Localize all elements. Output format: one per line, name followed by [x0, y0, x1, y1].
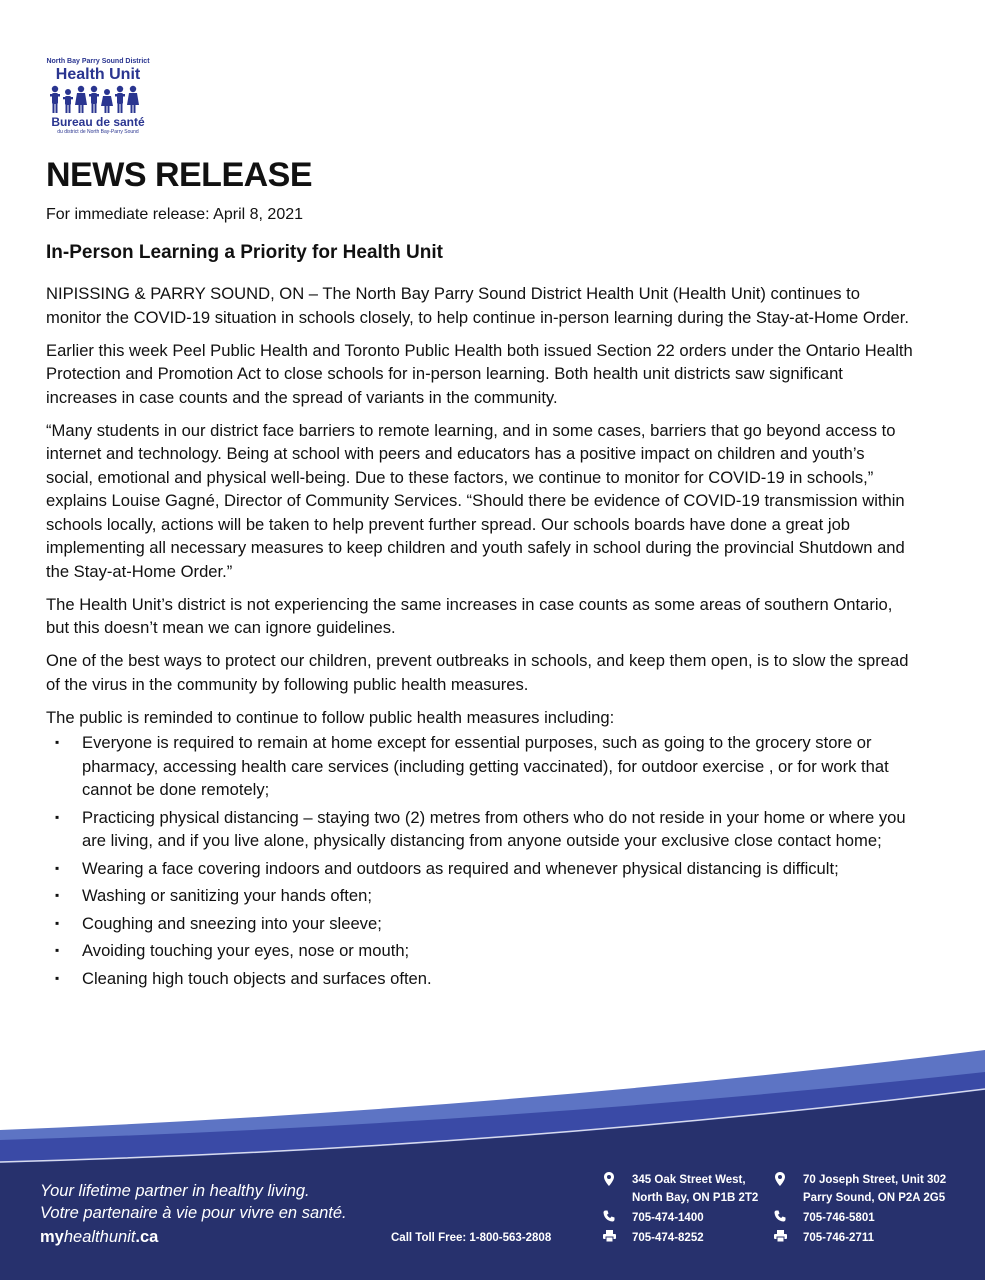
list-item: [46, 967, 916, 991]
health-unit-logo: [46, 57, 150, 135]
toll-free-number: Call Toll Free: 1-800-563-2808: [391, 1232, 552, 1244]
map-pin-icon: [773, 1172, 787, 1186]
list-item-text: Practicing physical distancing – staying two (2) metres from others who do not reside in your home or where you are living, and if you live alone, physically distancing from anyone outside your exclusive close contact home;: [82, 807, 906, 850]
logo-fr-name: Bureau de santé: [51, 115, 145, 129]
website-prefix: my: [40, 1228, 64, 1246]
tagline-fr: Votre partenaire à vie pour vivre en santé.: [40, 1204, 347, 1222]
list-item-text: Washing or sanitizing your hands often;: [82, 886, 372, 905]
website-suffix: .ca: [135, 1228, 159, 1246]
north-bay-phone-number: 705-474-1400: [632, 1212, 704, 1224]
measures-list: [46, 731, 916, 990]
list-item-text: Everyone is required to remain at home except for essential purposes, such as going to the grocery store or pharmacy, accessing health care services (including getting vaccinated), for outdoor exercise , or for work that cannot be done remotely;: [82, 733, 889, 799]
parry-sound-address-line2: Parry Sound, ON P2A 2G5: [803, 1192, 946, 1204]
fax-icon: [773, 1230, 787, 1244]
parry-sound-phone: [773, 1209, 946, 1227]
list-item: [46, 731, 916, 802]
list-item-text: Avoiding touching your eyes, nose or mouth;: [82, 941, 410, 960]
map-pin-icon: [602, 1172, 616, 1186]
footer-tagline: [40, 1180, 347, 1224]
logo-org-name: Health Unit: [55, 66, 141, 83]
north-bay-address-line1: 345 Oak Street West,: [632, 1174, 746, 1186]
list-item: [46, 939, 916, 963]
parry-sound-address-line1: 70 Joseph Street, Unit 302: [803, 1174, 947, 1186]
release-dateline: For immediate release: April 8, 2021: [46, 206, 304, 223]
tagline-en: Your lifetime partner in healthy living.: [40, 1182, 310, 1200]
parry-sound-fax: [773, 1229, 946, 1247]
website-link[interactable]: [40, 1228, 158, 1247]
logo-org-small: North Bay Parry Sound District: [46, 58, 150, 65]
north-bay-fax: [602, 1229, 758, 1247]
north-bay-fax-number: 705-474-8252: [632, 1232, 704, 1244]
parry-sound-address: [773, 1171, 946, 1207]
paragraph: Earlier this week Peel Public Health and Toronto Public Health both issued Section 22 orders under the Ontario Health Protection and Promotion Act to close schools for in-person learning. Both health unit districts saw significant increases in case counts and the spread of variants in the community.: [46, 340, 913, 407]
paragraph: NIPISSING & PARRY SOUND, ON – The North Bay Parry Sound District Health Unit (Health Unit) continues to monitor the COVID-19 situation in schools closely, to help continue in-person learning during the Stay-at-Home Order.: [46, 284, 910, 327]
news-release-heading: NEWS RELEASE: [46, 156, 313, 194]
north-bay-address-line2: North Bay, ON P1B 2T2: [632, 1192, 759, 1204]
bullet-icon: ▪: [55, 888, 60, 902]
release-subtitle: In-Person Learning a Priority for Health Unit: [46, 242, 443, 263]
bullet-icon: ▪: [55, 809, 60, 824]
parry-sound-fax-number: 705-746-2711: [803, 1232, 874, 1244]
bullet-icon: ▪: [55, 943, 60, 957]
phone-icon: [773, 1210, 787, 1224]
north-bay-phone: [602, 1209, 758, 1227]
paragraph: “Many students in our district face barriers to remote learning, and in some cases, barriers that go beyond access to internet and technology. Being at school with peers and educators has a positive impact on children and youth’s social, emotional and physical well-being. Due to these factors, we continue to monitor for COVID-19 in schools,” explains Louise Gagné, Director of Community Services. “Should there be evidence of COVID-19 transmission within schools locally, actions will be taken to help prevent further spread. Our schools boards have done a great job implementing all necessary measures to keep children and youth safely in school during the provincial Shutdown and the Stay-at-Home Order.”: [46, 420, 905, 581]
north-bay-contact: [602, 1171, 758, 1247]
list-item: [46, 884, 916, 908]
paragraph: The Health Unit’s district is not experiencing the same increases in case counts as some areas of southern Ontario, but this doesn’t mean we can ignore guidelines.: [46, 594, 893, 637]
list-item: [46, 806, 916, 853]
logo-fr-small: du district de North Bay-Parry Sound: [57, 129, 139, 135]
people-figures-icon: [46, 85, 150, 115]
bullet-icon: ▪: [55, 970, 60, 985]
list-item-text: Coughing and sneezing into your sleeve;: [82, 913, 382, 933]
list-item: [46, 912, 916, 936]
phone-icon: [602, 1210, 616, 1224]
release-body: [46, 282, 916, 994]
list-item-text: Cleaning high touch objects and surfaces often.: [82, 968, 432, 988]
website-name: healthunit: [63, 1228, 136, 1246]
fax-icon: [602, 1230, 616, 1244]
bullet-icon: ▪: [55, 915, 60, 930]
paragraph: One of the best ways to protect our children, prevent outbreaks in schools, and keep them open, is to slow the spread of the virus in the community by following public health measures.: [46, 651, 909, 694]
list-item-text: Wearing a face covering indoors and outdoors as required and whenever physical distancing is difficult;: [82, 858, 839, 878]
bullet-icon: ▪: [55, 860, 60, 875]
parry-sound-contact: [773, 1171, 946, 1247]
north-bay-address: [602, 1171, 758, 1207]
list-item: [46, 857, 916, 881]
bullet-icon: ▪: [55, 735, 60, 749]
paragraph: The public is reminded to continue to follow public health measures including:: [46, 707, 615, 727]
parry-sound-phone-number: 705-746-5801: [803, 1212, 875, 1224]
